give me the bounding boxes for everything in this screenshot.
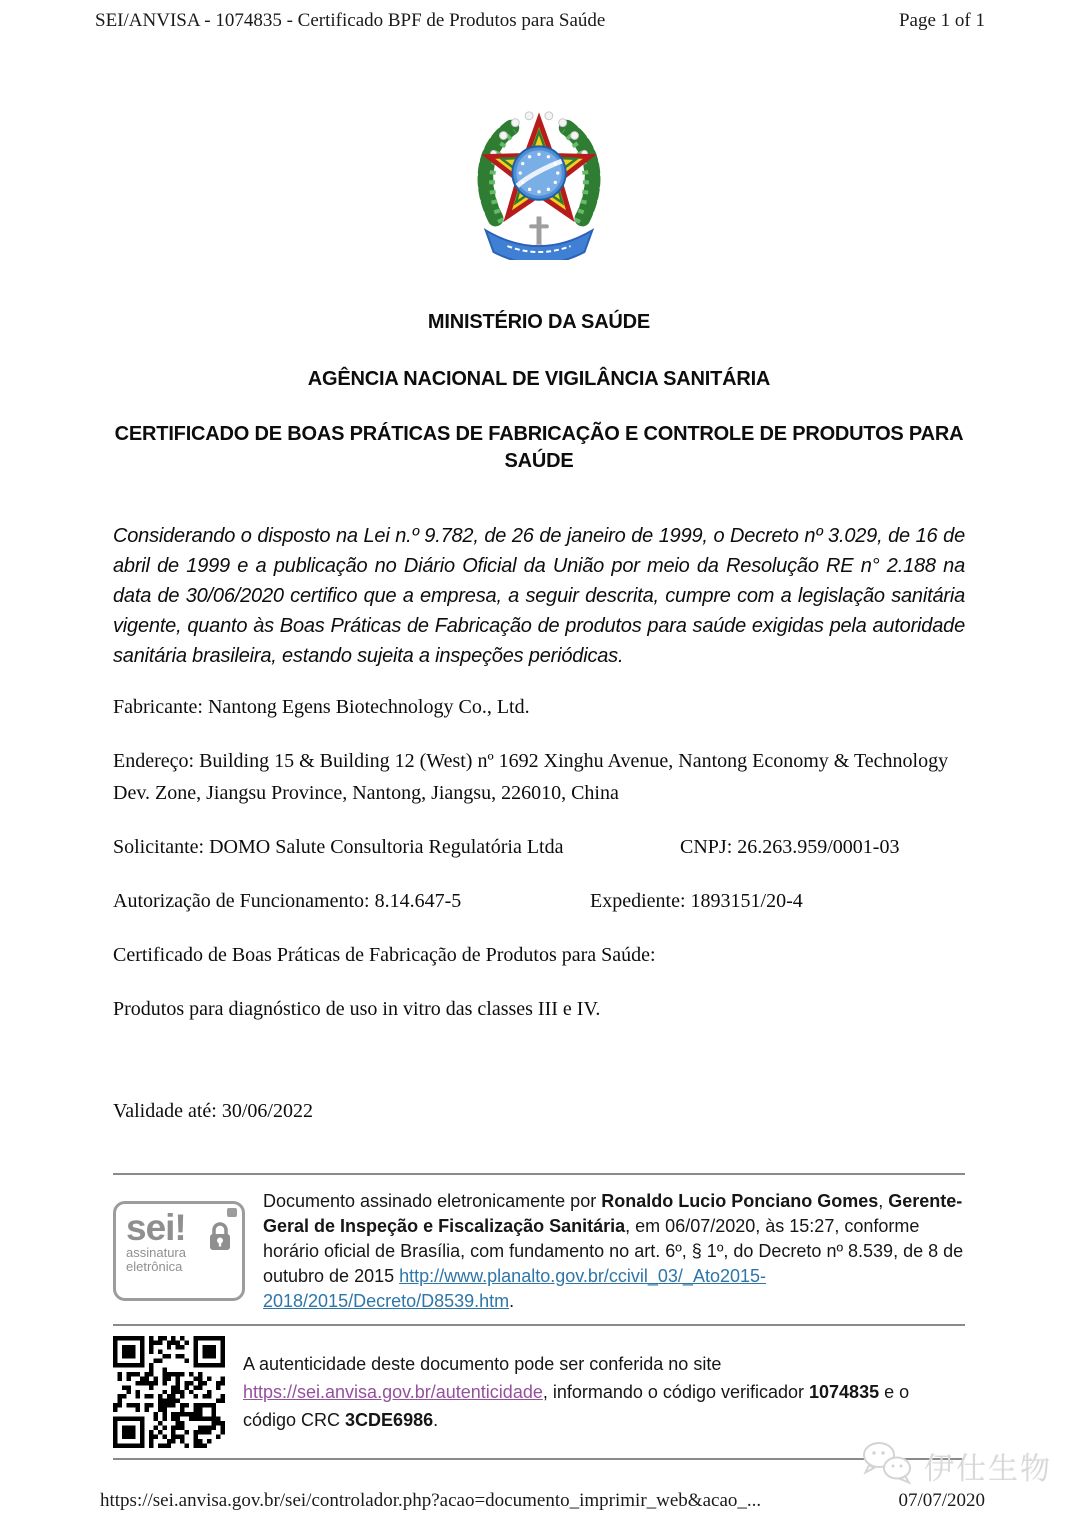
endereco-line: Endereço: Building 15 & Building 12 (West) nº 1692 Xinghu Avenue, Nantong Economy & Technology Dev. Zone, Jiangsu Province, Nantong, Jiangsu, 226010, China	[113, 750, 949, 804]
solicitante-line: Solicitante: DOMO Salute Consultoria Regulatória Ltda	[113, 836, 564, 858]
page-number: Page 1 of 1	[898, 10, 985, 31]
sei-logo-tab	[227, 1208, 237, 1217]
footer-date: 07/07/2020	[898, 1490, 985, 1511]
produtos-line: Produtos para diagnóstico de uso in vitro das classes III e IV.	[113, 998, 601, 1020]
sig-seg-2: ,	[878, 1191, 889, 1211]
verification-section	[113, 1326, 965, 1458]
ver-seg-0: A autenticidade deste documento pode ser conferida no site	[243, 1354, 722, 1374]
rule-divider-bottom	[113, 1458, 965, 1460]
fabricante-line: Fabricante: Nantong Egens Biotechnology Co., Ltd.	[113, 696, 530, 718]
verification-statement	[243, 1350, 965, 1434]
sei-sublabel-2: eletrônica	[126, 1259, 183, 1274]
cnpj-line: CNPJ: 26.263.959/0001-03	[680, 836, 900, 858]
signer-name: Ronaldo Lucio Ponciano Gomes	[601, 1191, 879, 1211]
agency-title: AGÊNCIA NACIONAL DE VIGILÂNCIA SANITÁRIA	[307, 368, 771, 390]
ver-seg-2: , informando o código verificador	[542, 1382, 810, 1402]
autorizacao-row	[113, 885, 965, 917]
coat-of-arms-image	[459, 92, 619, 265]
expediente-line: Expediente: 1893151/20-4	[590, 890, 803, 912]
padlock-icon	[206, 1220, 234, 1259]
validade-line: Validade até: 30/06/2022	[113, 1100, 313, 1122]
wechat-icon	[858, 1438, 916, 1494]
decreto-link[interactable]: http://www.planalto.gov.br/ccivil_03/_Ato2015-2018/2015/Decreto/D8539.htm	[263, 1266, 766, 1311]
ver-seg-4: e o código CRC	[243, 1382, 910, 1430]
document-title: SEI/ANVISA - 1074835 - Certificado BPF de Produtos para Saúde	[95, 10, 606, 31]
page-footer	[100, 1490, 985, 1512]
ministry-title: MINISTÉRIO DA SAÚDE	[427, 311, 651, 333]
watermark	[858, 1438, 1052, 1494]
solicitante-row	[113, 831, 965, 863]
sei-logo	[113, 1201, 245, 1301]
footer-url: https://sei.anvisa.gov.br/sei/controlador.php?acao=documento_imprimir_web&acao_...	[100, 1490, 762, 1511]
signature-section	[113, 1175, 965, 1324]
signature-statement	[263, 1189, 965, 1314]
sei-brand: sei!	[126, 1207, 186, 1248]
sei-sublabel-1: assinatura	[126, 1245, 186, 1260]
ver-seg-6: .	[433, 1410, 439, 1430]
signer-role: Gerente-Geral de Inspeção e Fiscalização Sanitária	[263, 1191, 963, 1236]
autorizacao-line: Autorização de Funcionamento: 8.14.647-5	[113, 890, 462, 912]
verifier-code: 1074835	[809, 1382, 880, 1402]
escopo-line: Certificado de Boas Práticas de Fabricação de Produtos para Saúde:	[113, 944, 656, 966]
crc-code: 3CDE6986	[345, 1410, 434, 1430]
sig-seg-0: Documento assinado eletronicamente por	[263, 1191, 602, 1211]
certificate-title: CERTIFICADO DE BOAS PRÁTICAS DE FABRICAÇÃO E CONTROLE DE PRODUTOS PARA SAÚDE	[114, 423, 964, 472]
page-header	[0, 0, 1080, 32]
preamble-text: Considerando o disposto na Lei n.º 9.782, de 26 de janeiro de 1999, o Decreto nº 3.029, de 16 de abril de 1999 e a publicação no Diário Oficial da União por meio da Resolução RE n° 2.188 na data de 30/06/2020 certifico que a empresa, a seguir descrita, cumpre com a legislação sanitária vigente, quanto às Boas Práticas de Fabricação de produtos para saúde exigidas pela autoridade sanitária brasileira, estando sujeita a inspeções periódicas.	[113, 525, 965, 667]
watermark-text: 伊仕生物	[924, 1453, 1052, 1486]
qr-code	[113, 1336, 225, 1448]
autenticidade-link[interactable]: https://sei.anvisa.gov.br/autenticidade	[243, 1382, 543, 1402]
sig-seg-4: , em 06/07/2020, às 15:27, conforme horário oficial de Brasília, com fundamento no art. 6º, § 1º, do Decreto nº 8.539, de 8 de outubro de 2015	[263, 1216, 964, 1286]
sig-seg-6: .	[509, 1291, 515, 1311]
